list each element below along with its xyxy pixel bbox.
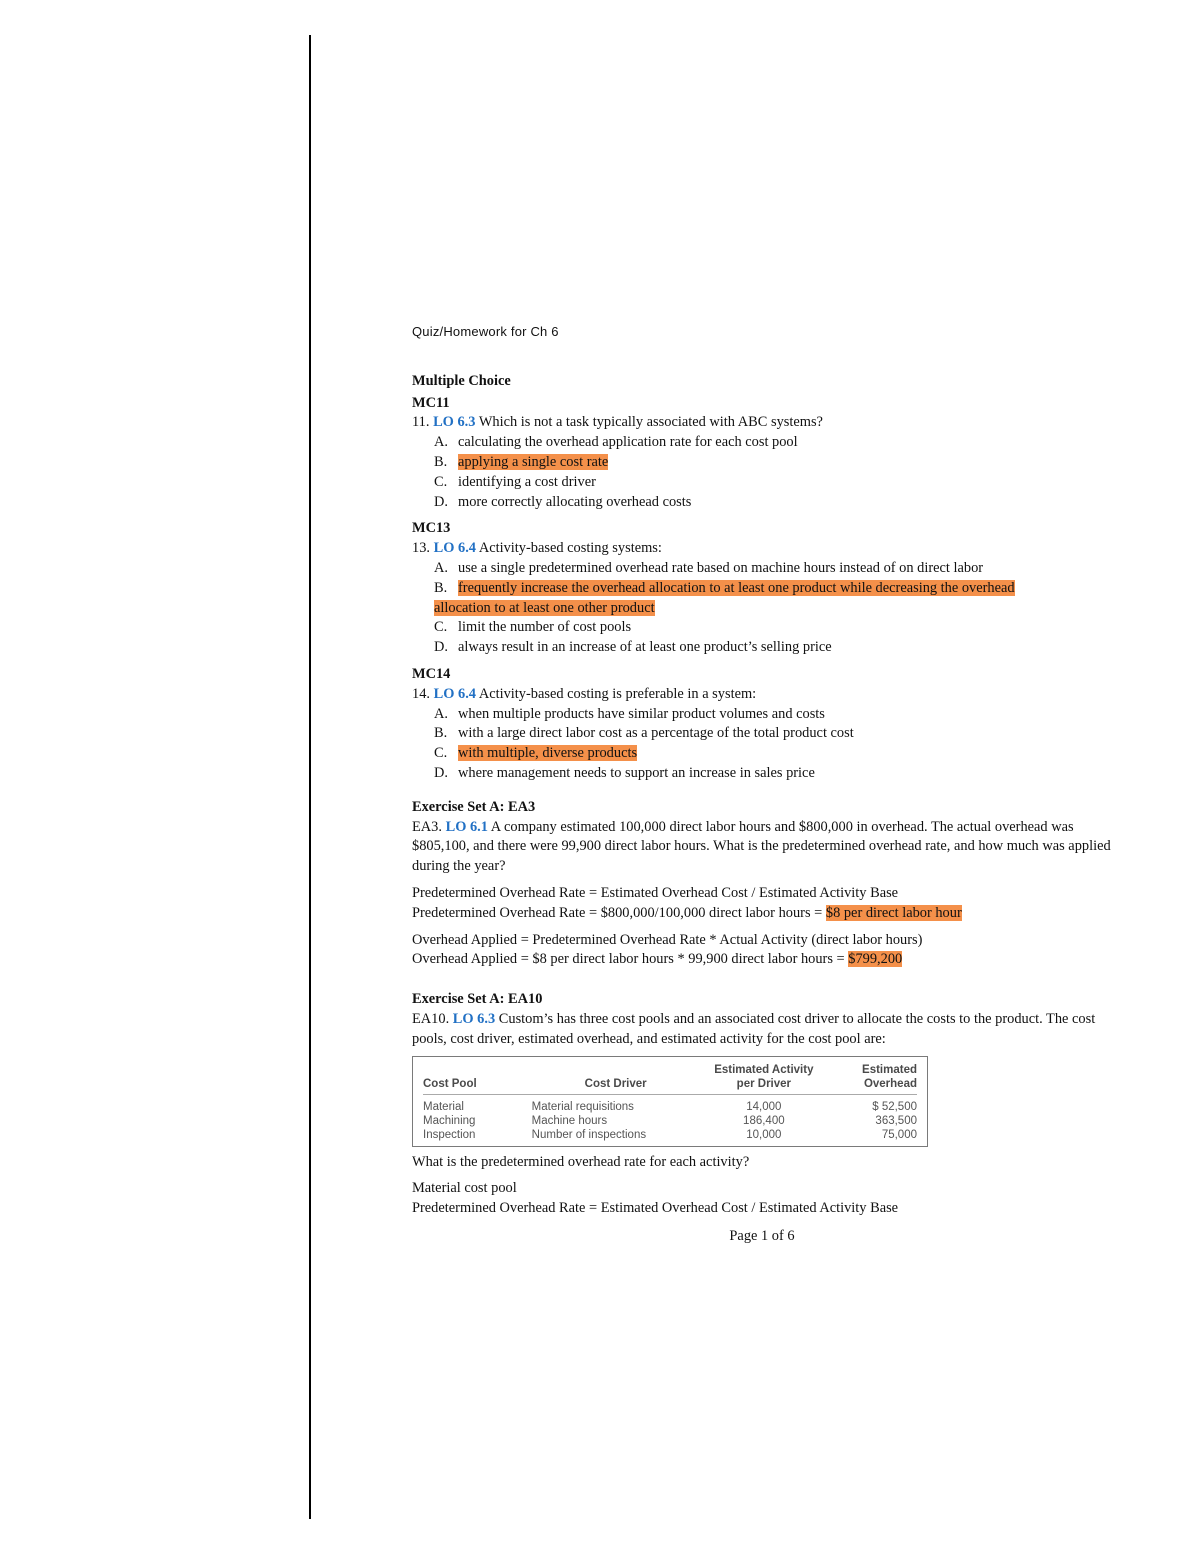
highlighted-answer: frequently increase the overhead allocation to at least one product while decreasing the overhead — [458, 579, 1015, 596]
table-row: Machining Machine hours 186,400 363,500 — [423, 1114, 917, 1127]
rate-calculation: Predetermined Overhead Rate = $800,000/100,000 direct labor hours = $8 per direct labor hour — [412, 904, 962, 921]
problem-text: The cost pools, cost driver, estimated overhead, and estimated activity for the cost pool are: — [412, 1010, 1096, 1047]
page-header-title: Quiz/Homework for Ch 6 — [412, 324, 559, 339]
learning-objective-link[interactable]: LO 6.3 — [433, 414, 476, 431]
option-b: B. with a large direct labor cost as a percentage of the total product cost — [434, 725, 854, 742]
applied-calculation: Overhead Applied = $8 per direct labor hours * 99,900 direct labor hours = $799,200 — [412, 951, 903, 968]
question-id: MC14 — [412, 665, 451, 682]
option-c-answer: C. with multiple, diverse products — [434, 745, 638, 762]
problem-text: much was applied during the year? — [412, 838, 1111, 875]
highlighted-answer: $799,200 — [848, 951, 903, 968]
option-c: C. limit the number of cost pools — [434, 619, 632, 636]
cost-pool-table — [412, 1056, 928, 1147]
question-number: 14. — [412, 685, 430, 702]
highlighted-answer: applying a single cost rate — [458, 453, 609, 470]
option-b-answer-continued — [412, 599, 1112, 619]
question-number: 13. — [412, 540, 430, 557]
exercise-ea3-heading: Exercise Set A: EA3 — [412, 798, 536, 815]
option-a: A. calculating the overhead application rate for each cost pool — [434, 434, 798, 451]
problem-text: was $805,100, and there were 99,900 direct labor hours. What is the predetermined overhead rate, and how — [412, 818, 1074, 855]
option-b-answer: B. applying a single cost rate — [434, 453, 609, 470]
highlighted-answer: $8 per direct labor hour — [825, 904, 962, 921]
learning-objective-link[interactable]: LO 6.1 — [445, 818, 488, 835]
left-margin-rule — [309, 35, 311, 1519]
question-stem — [412, 413, 1112, 433]
applied-formula: Overhead Applied = Predetermined Overhead Rate * Actual Activity (direct labor hours) — [412, 931, 923, 948]
question-mc13 — [412, 519, 1112, 658]
learning-objective-link[interactable]: LO 6.4 — [433, 685, 476, 702]
option-text: always result in an increase of at least one product’s selling price — [458, 639, 832, 656]
option-d: D. always result in an increase of at least one product’s selling price — [434, 639, 832, 656]
col-header-estimated-activity: Estimated Activity per Driver — [700, 1061, 828, 1095]
option-text: use a single predetermined overhead rate based on machine hours instead of on direct labor — [458, 559, 984, 576]
question-mc11 — [412, 394, 1112, 513]
option-list — [412, 559, 1112, 658]
page-number: Page 1 of 6 — [729, 1227, 795, 1244]
table-row: Material Material requisitions 14,000 $ 52,500 — [423, 1100, 917, 1113]
option-text: where management needs to support an increase in sales price — [458, 764, 815, 781]
option-a: A. use a single predetermined overhead rate based on machine hours instead of on direct labor — [434, 559, 984, 576]
question-number: 11. — [412, 414, 430, 431]
col-header-estimated-overhead: Estimated Overhead — [828, 1061, 917, 1095]
multiple-choice-heading: Multiple Choice — [412, 372, 511, 389]
document-page — [412, 322, 1112, 1247]
highlighted-answer: with multiple, diverse products — [458, 745, 638, 762]
problem-text: A company estimated 100,000 direct labor hours and $800,000 in overhead. The actual overhead — [490, 818, 1048, 835]
question-text: Which is not a task typically associated with ABC systems? — [478, 414, 823, 431]
option-d: D. more correctly allocating overhead costs — [434, 493, 692, 510]
exercise-ea10-heading: Exercise Set A: EA10 — [412, 991, 543, 1008]
question-id: MC13 — [412, 520, 451, 537]
question-text: Activity-based costing is preferable in a system: — [478, 685, 757, 702]
rate-formula: Predetermined Overhead Rate = Estimated Overhead Cost / Estimated Activity Base — [412, 884, 899, 901]
highlighted-answer-continued: allocation to at least one other product — [434, 599, 655, 616]
col-header-cost-driver: Cost Driver — [532, 1061, 700, 1095]
exercise-ea3-problem — [412, 818, 1112, 877]
option-list — [412, 433, 1112, 512]
option-text: when multiple products have similar product volumes and costs — [458, 705, 825, 722]
learning-objective-link[interactable]: LO 6.4 — [433, 540, 476, 557]
option-list — [412, 705, 1112, 784]
option-text: identifying a cost driver — [458, 473, 596, 490]
question-mc14 — [412, 665, 1112, 784]
option-text: limit the number of cost pools — [458, 619, 632, 636]
question-id: MC11 — [412, 394, 450, 411]
option-text: with a large direct labor cost as a percentage of the total product cost — [458, 725, 854, 742]
question-text: Activity-based costing systems: — [478, 540, 662, 557]
col-header-cost-pool: Cost Pool — [423, 1061, 532, 1095]
option-text: more correctly allocating overhead costs — [458, 493, 692, 510]
question-stem — [412, 539, 1112, 559]
material-cost-pool-label: Material cost pool — [412, 1180, 517, 1197]
option-b-answer: B. frequently increase the overhead allocation to at least one product while decreasing the overhead — [434, 579, 1015, 596]
exercise-ea10-problem — [412, 1010, 1112, 1050]
option-d: D. where management needs to support an increase in sales price — [434, 764, 815, 781]
option-a: A. when multiple products have similar product volumes and costs — [434, 705, 825, 722]
exercise-label: EA10. — [412, 1010, 450, 1027]
learning-objective-link[interactable]: LO 6.3 — [452, 1010, 496, 1027]
option-c: C. identifying a cost driver — [434, 473, 596, 490]
exercise-label: EA3. — [412, 818, 442, 835]
material-rate-formula: Predetermined Overhead Rate = Estimated Overhead Cost / Estimated Activity Base — [412, 1200, 899, 1217]
problem-text: Custom’s has three cost pools and an associated cost driver to allocate the costs to the product. — [498, 1010, 1043, 1027]
ea10-question: What is the predetermined overhead rate for each activity? — [412, 1153, 750, 1170]
option-text: calculating the overhead application rate for each cost pool — [458, 434, 798, 451]
table-row: Inspection Number of inspections 10,000 75,000 — [423, 1128, 917, 1141]
question-stem — [412, 685, 1112, 705]
